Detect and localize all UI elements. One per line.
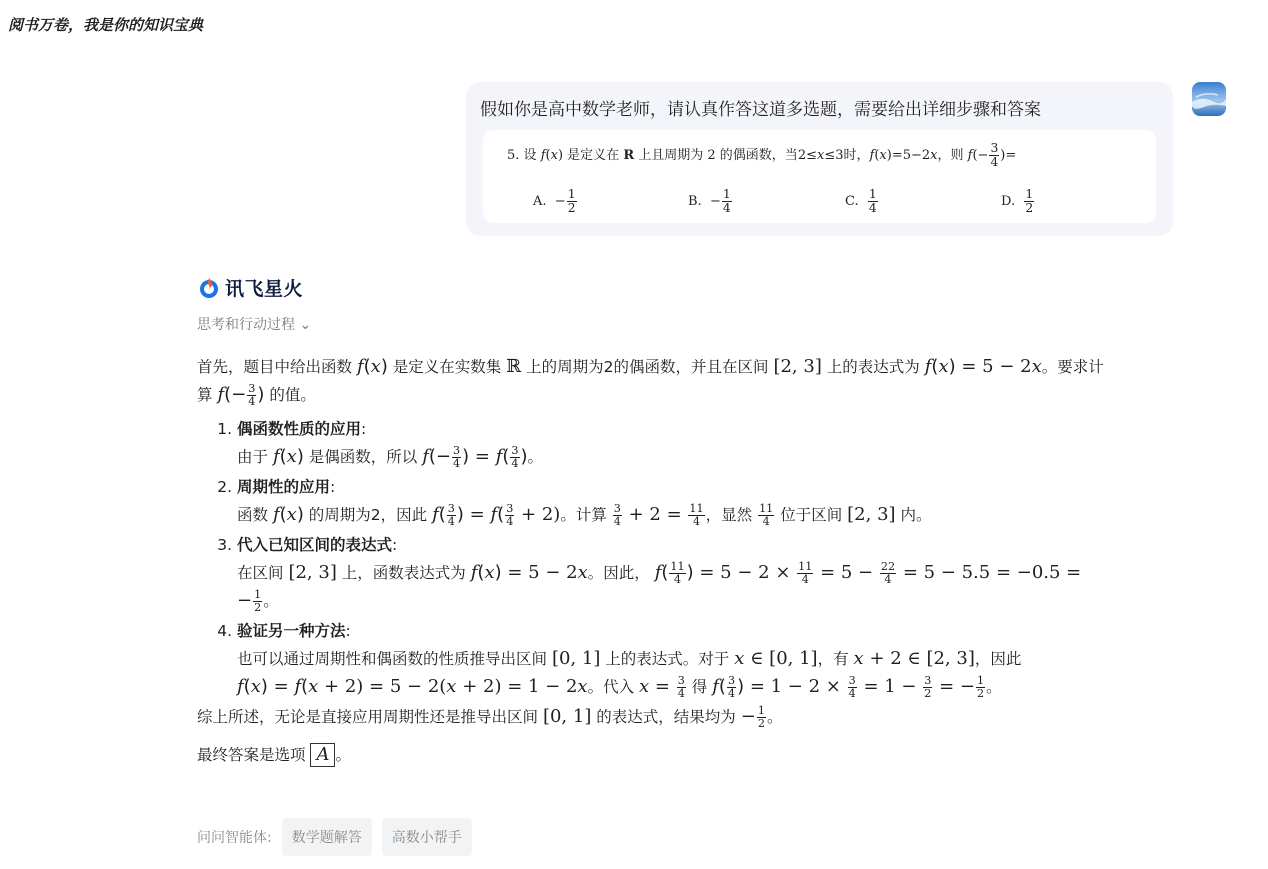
user-avatar[interactable]	[1192, 82, 1226, 116]
problem-stem: 5. 设 f(x) 是定义在 R 上且周期为 2 的偶函数，当2≤x≤3时，f(x)=5−2x，则 f(− $\frac{3}{4}$ )=	[507, 141, 1017, 169]
final-answer: 最终答案是选项 A 。	[197, 744, 351, 765]
option-d: D. $\frac{1}{2}$	[1001, 187, 1034, 215]
chevron-down-icon: ⌄	[295, 317, 312, 333]
user-prompt-text: 假如你是高中数学老师，请认真作答这道多选题，需要给出详细步骤和答案	[480, 100, 1041, 120]
user-message-bubble	[466, 82, 1173, 236]
page-header-title: 阅书万卷，我是你的知识宝典	[8, 16, 204, 34]
answer-intro: 首先，题目中给出函数 f(x) 是定义在实数集 ℝ 上的周期为2的偶函数，并且在区间 [2, 3] 上的表达式为 f(x) = 5 − 2x。要求计 算 f(− $\frac{3}{4}$ ) 的值。	[197, 356, 1104, 408]
agent-suggestions	[197, 818, 472, 856]
step-2: 2. 周期性的应用: 函数 f(x) 的周期为2，因此 f( $\frac{3}{4}$ ) = f( $\frac{3}{4}$ + 2)。计算 $\frac{3}{4}$ + 2 = $\frac{11}{4}$ ，显然 $\frac{11}{4}$ 位于区间 [2, 3] 内。	[237, 473, 1227, 529]
agent-chip-math-solver[interactable]: 数学题解答	[282, 818, 372, 856]
spark-logo-icon	[197, 276, 221, 300]
brand-name: 讯飞星火	[225, 278, 304, 300]
solution-steps	[197, 415, 1227, 701]
agent-chip-calculus-helper[interactable]: 高数小帮手	[382, 818, 472, 856]
final-answer-box: A	[310, 743, 335, 767]
assistant-answer	[197, 353, 1227, 769]
assistant-brand	[197, 274, 303, 301]
answer-summary: 综上所述，无论是直接应用周期性还是推导出区间 [0, 1] 的表达式，结果均为 − $\frac{1}{2}$ 。	[197, 703, 783, 730]
step-1: 1. 偶函数性质的应用: 由于 f(x) 是偶函数，所以 f(− $\frac{3}{4}$ ) = f( $\frac{3}{4}$ )。	[237, 415, 1227, 471]
step-4: 4. 验证另一种方法: 也可以通过周期性和偶函数的性质推导出区间 [0, 1] 上的表达式。对于 x ∈ [0, 1]，有 x + 2 ∈ [2, 3]，因此 f(x) = f(x + 2) = 5 − 2(x + 2) = 1 − 2x。代入 x = $\frac{3}{4}$ 得 f( $\frac{3}{4}$ ) = 1 − 2 × $\frac{3}{4}$ = 1 − $\frac{3}{2}$ = − $\frac{1}{2}$ 。	[237, 617, 1227, 701]
step-3: 3. 代入已知区间的表达式: 在区间 [2, 3] 上，函数表达式为 f(x) = 5 − 2x。因此， f( $\frac{11}{4}$ ) = 5 − 2 × $\frac{11}{4}$ = 5 − $\frac{22}{4}$ = 5 − 5.5 = −0.5 = − $\frac{1}{2}$ 。	[237, 531, 1227, 615]
option-c: C. $\frac{1}{4}$	[845, 187, 877, 215]
agents-label: 问问智能体:	[197, 830, 272, 846]
option-a: A. − $\frac{1}{2}$	[533, 187, 576, 215]
option-b: B. − $\frac{1}{4}$	[688, 187, 731, 215]
problem-image	[483, 130, 1156, 223]
thinking-process-toggle[interactable]: 思考和行动过程 ⌄	[197, 317, 312, 333]
